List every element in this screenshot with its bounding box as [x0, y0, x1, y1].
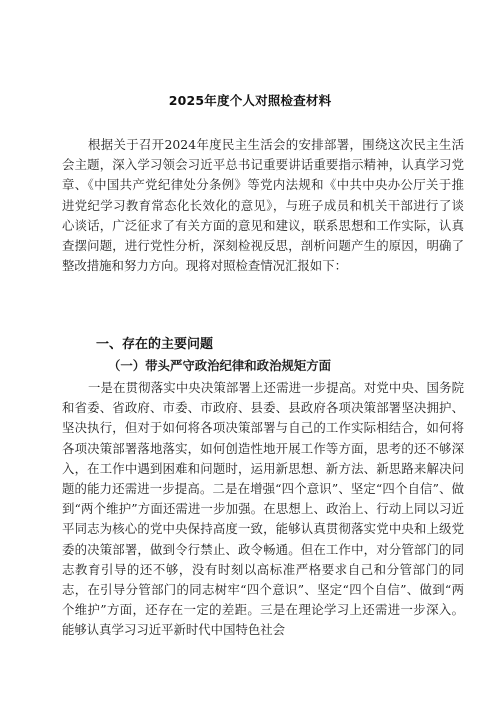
intro-paragraph: 根据关于召开2024年度民主生活会的安排部署，围绕这次民主生活会主题，深入学习领会习近平总书记重要讲话重要指示精神，认真学习党章、《中国共产党纪律处分条例》等党内法规和《中共中央办公厅关于推进党纪学习教育常态化长效化的意见》，与班子成员和机关干部进行了谈心谈话，广泛征求了有关方面的意见和建议，联系思想和工作实际，认真查摆问题，进行党性分析，深刻检视反思，剖析问题产生的原因，明确了整改措施和努力方向。现将对照检查情况汇报如下： — [62, 137, 464, 274]
subsection-heading: （一）带头严守政治纪律和政治规矩方面 — [108, 358, 332, 373]
section-heading: 一、存在的主要问题 — [96, 337, 214, 352]
body-paragraph: 一是在贯彻落实中央决策部署上还需进一步提高。对党中央、国务院和省委、省政府、市委、市政府、县委、县政府各项决策部署坚决拥护、坚决执行，但对于如何将各项决策部署与自己的工作实际相结合，如何将各项决策部署落地落实，如何创造性地开展工作等方面，思考的还不够深入，在工作中遇到困难和问题时，运用新思想、新方法、新思路来解决问题的能力还需进一步提高。二是在增强“四个意识”、坚定“四个自信”、做到“两个维护”方面还需进一步加强。在思想上、政治上、行动上同以习近平同志为核心的党中央保持高度一致，能够认真贯彻落实党中央和上级党委的决策部署，做到令行禁止、政令畅通。但在工作中，对分管部门的同志教育引导的还不够，没有时刻以高标准严格要求自己和分管部门的同志，在引导分管部门的同志树牢“四个意识”、坚定“四个自信”、做到“两个维护”方面，还存在一定的差距。三是在理论学习上还需进一步深入。能够认真学习习近平新时代中国特色社会 — [62, 380, 464, 638]
document-title: 2025年度个人对照检查材料 — [168, 93, 332, 108]
